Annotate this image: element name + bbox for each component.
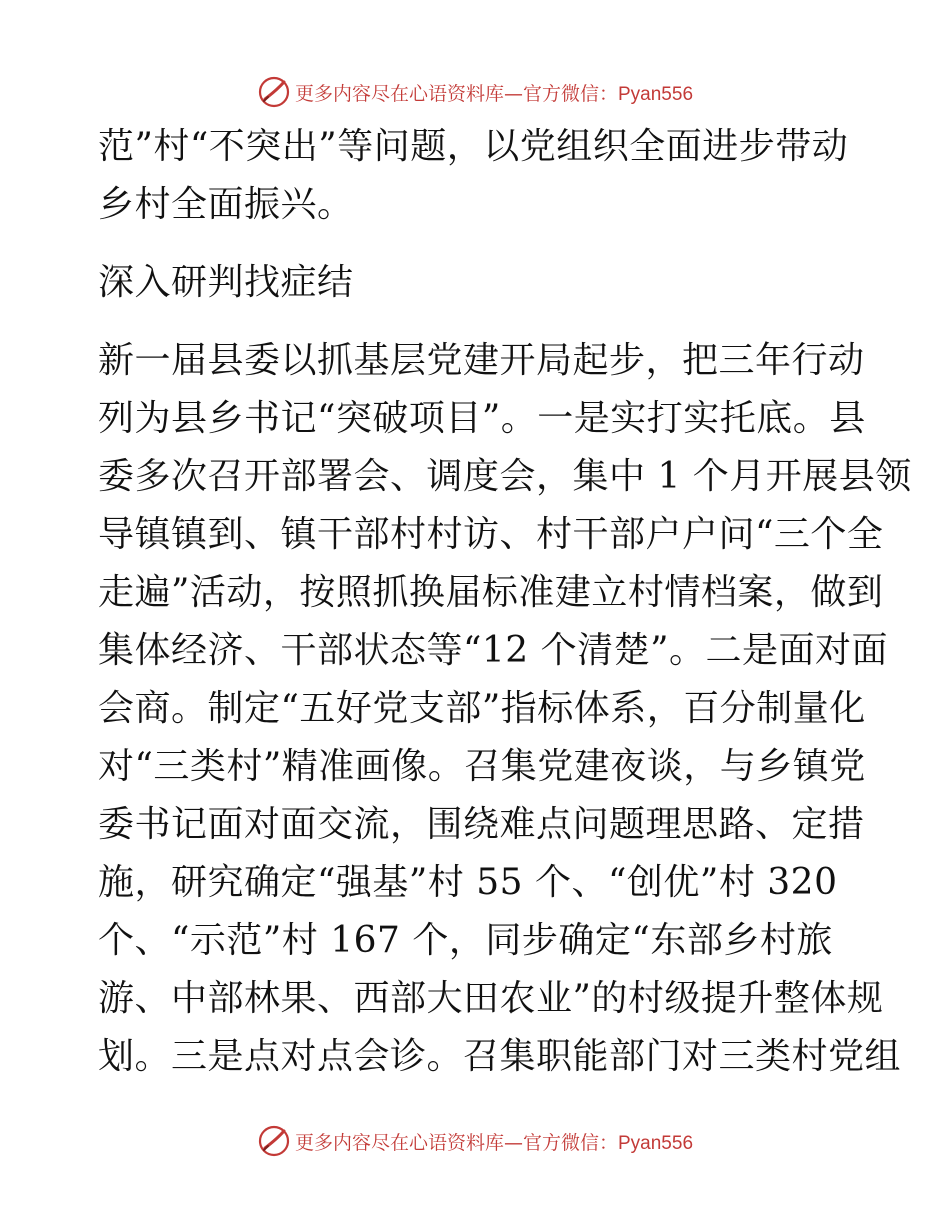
text-line: 集体经济、干部状态等“12 个清楚”。二是面对面: [98, 630, 889, 671]
header-watermark: [0, 72, 950, 112]
text-line: 范”村“不突出”等问题，以党组织全面进步带动: [98, 126, 849, 167]
document-body: [98, 118, 912, 1086]
text-line: 对“三类村”精准画像。召集党建夜谈，与乡镇党: [98, 746, 866, 787]
text-line: 划。三是点对点会诊。召集职能部门对三类村党组: [98, 1036, 902, 1077]
watermark-id: Pyan556: [618, 83, 694, 105]
text-line: 导镇镇到、镇干部村村访、村干部户户问“三个全: [98, 514, 884, 555]
text-line: 列为县乡书记“突破项目”。一是实打实托底。县: [98, 398, 866, 439]
text-line: 会商。制定“五好党支部”指标体系，百分制量化: [98, 688, 866, 729]
text-line: 新一届县委以抓基层党建开局起步，把三年行动: [98, 340, 865, 381]
watermark-text: 更多内容尽在心语资料库—官方微信：Pyan556: [294, 82, 694, 105]
watermark-id: Pyan556: [618, 1132, 694, 1154]
footer-watermark: [0, 1121, 950, 1161]
section-heading: 深入研判找症结: [98, 262, 354, 303]
text-line: 施，研究确定“强基”村 55 个、“创优”村 320: [98, 862, 838, 903]
pen-logo-icon: [257, 1124, 291, 1158]
watermark-text: 更多内容尽在心语资料库—官方微信：Pyan556: [294, 1131, 694, 1154]
text-line: 个、“示范”村 167 个，同步确定“东部乡村旅: [98, 920, 833, 961]
text-line: 委多次召开部署会、调度会，集中 1 个月开展县领: [98, 456, 912, 497]
text-line: 游、中部林果、西部大田农业”的村级提升整体规: [98, 978, 884, 1019]
text-line: 乡村全面振兴。: [98, 184, 354, 225]
text-line: 走遍”活动，按照抓换届标准建立村情档案，做到: [98, 572, 884, 613]
text-line: 委书记面对面交流，围绕难点问题理思路、定措: [98, 804, 865, 845]
pen-logo-icon: [257, 75, 291, 109]
